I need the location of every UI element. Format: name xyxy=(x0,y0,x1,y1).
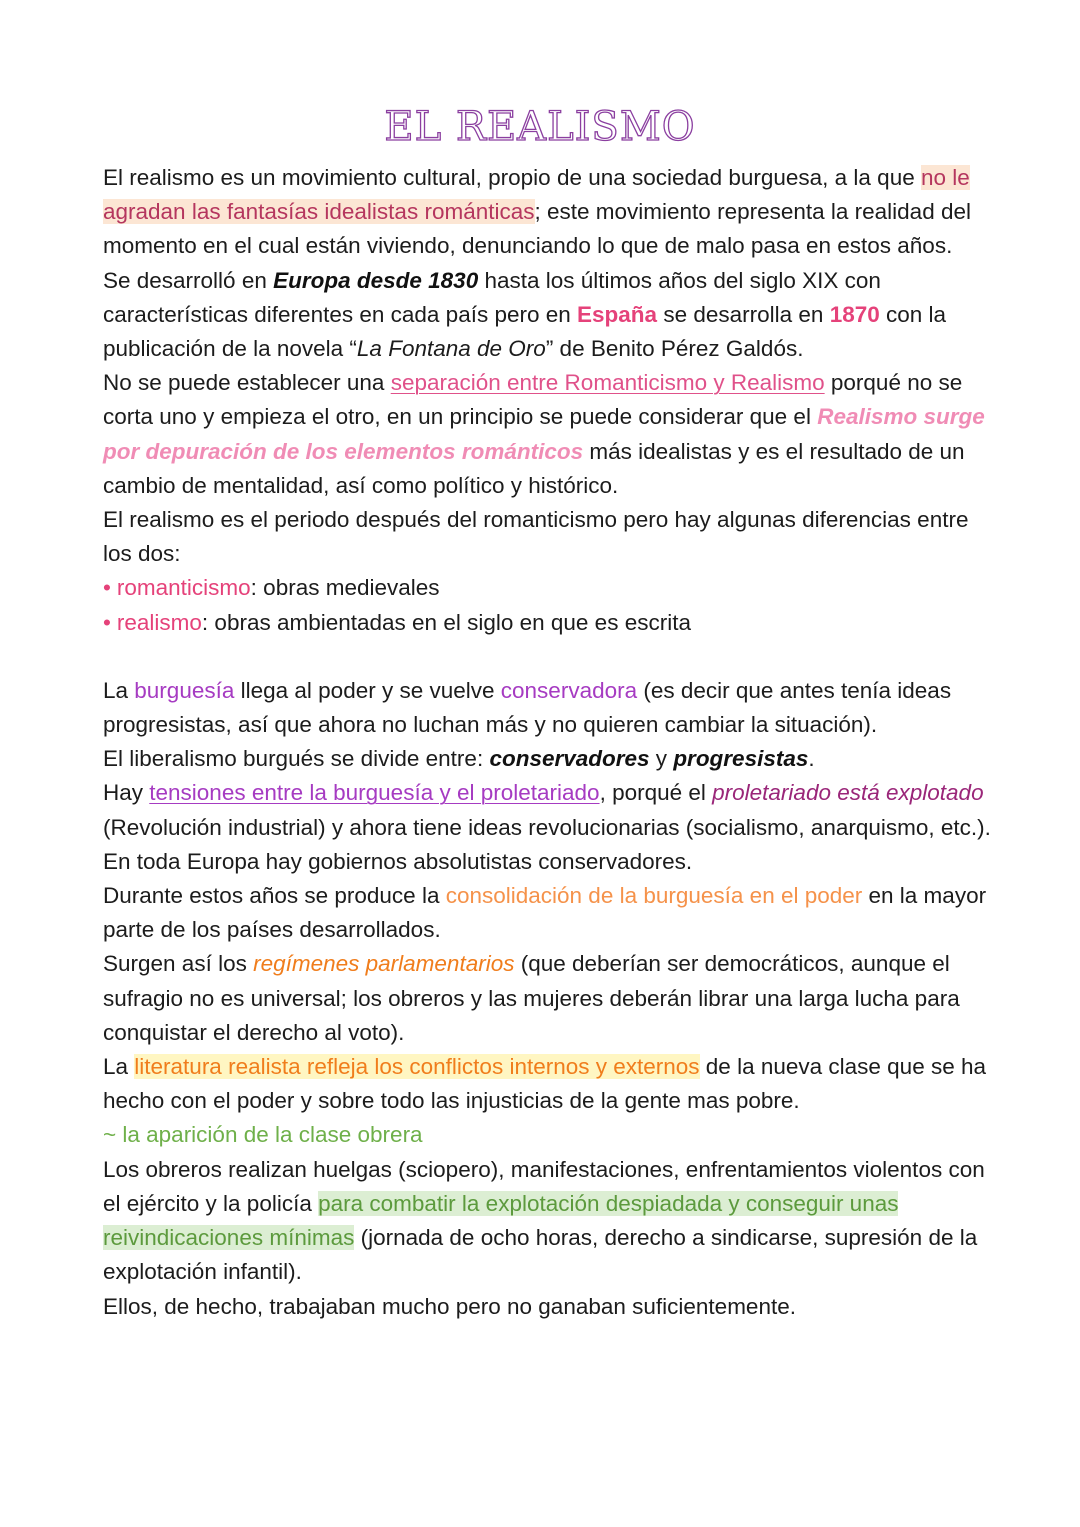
paragraph-desarrollo: Se desarrolló en Europa desde 1830 hasta los últimos años del siglo XIX con características diferentes en cada país pero en España se desarrolla en 1870 con la publicación de la novela “La Fontana de Oro” de Benito Pérez Galdós. xyxy=(103,267,947,362)
term-conservadora: conservadora xyxy=(500,677,638,703)
novel-title: La Fontana de Oro xyxy=(356,336,546,362)
paragraph-conclusion: Ellos, de hecho, trabajaban mucho pero no ganaban suficientemente. xyxy=(103,1293,796,1319)
paragraph-liberalismo: El liberalismo burgués se divide entre: conservadores y progresistas. xyxy=(103,746,815,772)
paragraph-gap xyxy=(103,640,993,674)
bullet-dot-icon: • xyxy=(103,575,111,601)
emphasis-regimenes: regímenes parlamentarios xyxy=(253,951,515,977)
underline-separacion: separación entre Romanticismo y Realismo xyxy=(390,370,825,396)
paragraph-diferencias: El realismo es el periodo después del romanticismo pero hay algunas diferencias entre los dos: xyxy=(103,507,969,567)
paragraph-regimenes: Surgen así los regímenes parlamentarios (que deberían ser democráticos, aunque el sufragio no es universal; los obreros y las mujeres deberán librar una larga lucha para conquistar el derecho al voto). xyxy=(103,951,960,1045)
emphasis-espana: España xyxy=(577,301,658,327)
bullet-item: • romanticismo: obras medievales xyxy=(103,575,440,601)
emphasis-conservadores: conservadores xyxy=(489,746,650,772)
emphasis-progresistas: progresistas xyxy=(673,746,809,772)
paragraph-separacion: No se puede establecer una separación entre Romanticismo y Realismo porqué no se corta uno y empieza el otro, en un principio se puede considerar que el Realismo surge por depuración de los elementos románticos más idealistas y es el resultado de un cambio de mentalidad, así como político y histórico. xyxy=(103,370,985,498)
document-body xyxy=(103,161,993,1324)
page-title: EL REALISMO xyxy=(384,104,696,150)
bullet-term: realismo xyxy=(116,609,202,635)
emphasis-depuracion: Realismo surge por depuración de los elementos románticos xyxy=(103,404,985,464)
highlight-combatir: para combatir la explotación despiadada y conseguir unas reivindicaciones mínimas xyxy=(103,1190,899,1251)
emphasis-1870: 1870 xyxy=(829,301,880,327)
paragraph-literatura: La literatura realista refleja los conflictos internos y externos de la nueva clase que se ha hecho con el poder y sobre todo las injusticias de la gente mas pobre. xyxy=(103,1054,987,1114)
underline-tensiones: tensiones entre la burguesía y el proletariado xyxy=(149,780,600,806)
term-burguesia: burguesía xyxy=(134,677,235,703)
paragraph-gobiernos: En toda Europa hay gobiernos absolutistas conservadores. xyxy=(103,848,693,874)
term-consolidacion: consolidación de la burguesía en el poder xyxy=(445,883,863,909)
paragraph-obreros: Los obreros realizan huelgas (sciopero), manifestaciones, enfrentamientos violentos con el ejército y la policía para combatir la explotación despiadada y conseguir unas reivindicaciones mínimas (jornada de ocho horas, derecho a sindicarse, supresión de la explotación infantil). xyxy=(103,1156,985,1285)
paragraph-intro: El realismo es un movimiento cultural, propio de una sociedad burguesa, a la que no le agradan las fantasías idealistas románticas; este movimiento representa la realidad del momento en el cual están viviendo, denunciando lo que de malo pasa en estos años. xyxy=(103,165,971,259)
emphasis-proletariado: proletariado está explotado xyxy=(712,780,984,806)
bullet-term: romanticismo xyxy=(116,575,251,601)
paragraph-tensiones: Hay tensiones entre la burguesía y el proletariado, porqué el proletariado está explotado (Revolución industrial) y ahora tiene ideas revolucionarias (socialismo, anarquismo, etc.). xyxy=(103,780,991,840)
highlight-literatura: literatura realista refleja los conflictos internos y externos xyxy=(134,1054,700,1080)
bullet-dot-icon: • xyxy=(103,609,111,635)
highlight-fantasias: no le agradan las fantasías idealistas románticas xyxy=(103,165,970,225)
paragraph-consolidacion: Durante estos años se produce la consolidación de la burguesía en el poder en la mayor parte de los países desarrollados. xyxy=(103,883,987,943)
emphasis-europa: Europa desde 1830 xyxy=(273,267,479,293)
paragraph-burguesia: La burguesía llega al poder y se vuelve conservadora (es decir que antes tenía ideas progresistas, así que ahora no luchan más y no quieren cambiar la situación). xyxy=(103,677,952,738)
subheading-clase-obrera: ~ la aparición de la clase obrera xyxy=(103,1122,423,1148)
bullet-item: • realismo: obras ambientadas en el siglo en que es escrita xyxy=(103,609,691,635)
